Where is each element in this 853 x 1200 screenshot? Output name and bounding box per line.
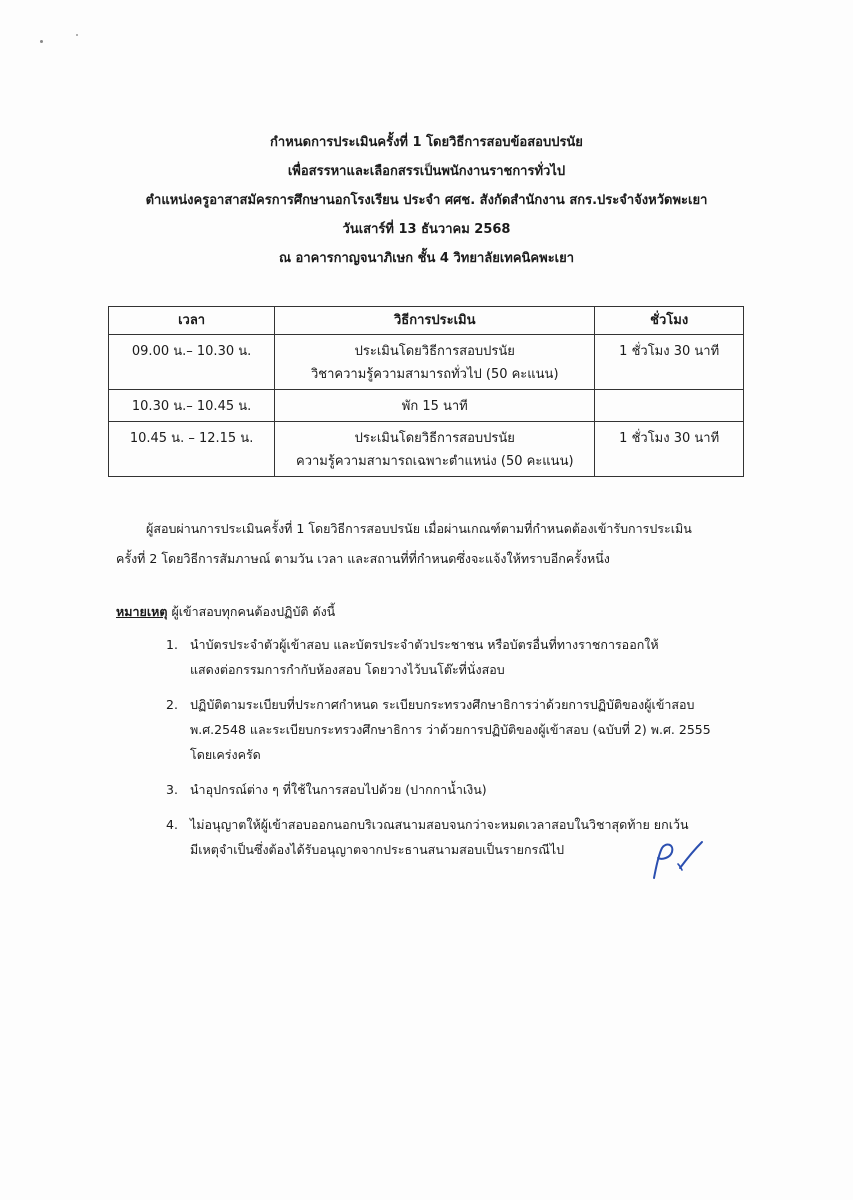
list-number: 2. — [166, 697, 178, 712]
notes-heading — [116, 601, 335, 623]
note-line: ปฏิบัติตามระเบียบที่ประกาศกำหนด ระเบียบกระทรวงศึกษาธิการว่าด้วยการปฏิบัติของผู้เข้าสอบ — [190, 697, 695, 712]
body-paragraph — [116, 514, 744, 574]
handwritten-signature — [648, 838, 708, 882]
note-line: แสดงต่อกรรมการกำกับห้องสอบ โดยวางไว้บนโต๊ะที่นั่งสอบ — [190, 662, 505, 677]
note-line: โดยเคร่งครัด — [190, 747, 261, 762]
cell-duration: 1 ชั่วโมง 30 นาที — [595, 422, 744, 477]
column-header-method: วิธีการประเมิน — [275, 307, 595, 335]
column-header-duration: ชั่วโมง — [595, 307, 744, 335]
signature-stroke — [680, 842, 702, 868]
paragraph-line: ผู้สอบผ่านการประเมินครั้งที่ 1 โดยวิธีการสอบปรนัย เมื่อผ่านเกณฑ์ตามที่กำหนดต้องเข้ารับการประเมิน — [146, 521, 692, 536]
table-header-row — [109, 307, 744, 335]
cell-time: 10.30 น.– 10.45 น. — [109, 390, 275, 422]
header-date: วันเสาร์ที่ 13 ธันวาคม 2568 — [342, 222, 511, 237]
cell-duration: 1 ชั่วโมง 30 นาที — [595, 335, 744, 390]
note-line: นำอุปกรณ์ต่าง ๆ ที่ใช้ในการสอบไปด้วย (ปากกาน้ำเงิน) — [190, 782, 487, 797]
list-number: 1. — [166, 637, 178, 652]
signature-stroke — [654, 845, 672, 878]
cell-method — [275, 390, 595, 422]
cell-method — [275, 335, 595, 390]
note-line: มีเหตุจำเป็นซึ่งต้องได้รับอนุญาตจากประธานสนามสอบเป็นรายกรณีไป — [190, 842, 565, 857]
table-row — [109, 390, 744, 422]
cell-duration — [595, 390, 744, 422]
paragraph-line: ครั้งที่ 2 โดยวิธีการสัมภาษณ์ ตามวัน เวลา และสถานที่ที่กำหนดซึ่งจะแจ้งให้ทราบอีกครั้งหนึ่ง — [116, 551, 610, 566]
column-header-time: เวลา — [109, 307, 275, 335]
method-line: ประเมินโดยวิธีการสอบปรนัย — [354, 431, 515, 446]
header-position: ตำแหน่งครูอาสาสมัครการศึกษานอกโรงเรียน ประจำ ศศช. สังกัดสำนักงาน สกร.ประจำจังหวัดพะเยา — [145, 193, 708, 208]
cell-time: 10.45 น. – 12.15 น. — [109, 422, 275, 477]
notes-list — [166, 632, 756, 872]
list-item — [166, 632, 756, 682]
note-line: ไม่อนุญาตให้ผู้เข้าสอบออกนอกบริเวณสนามสอบจนกว่าจะหมดเวลาสอบในวิชาสุดท้าย ยกเว้น — [190, 817, 689, 832]
list-number: 3. — [166, 782, 178, 797]
method-line: พัก 15 นาที — [401, 399, 468, 414]
list-number: 4. — [166, 817, 178, 832]
scan-speck — [76, 34, 78, 36]
scan-speck — [40, 40, 43, 43]
method-line: วิชาความรู้ความสามารถทั่วไป (50 คะแนน) — [310, 367, 559, 382]
schedule-table — [108, 306, 744, 477]
document-header — [0, 128, 853, 273]
table-row — [109, 335, 744, 390]
header-title: กำหนดการประเมินครั้งที่ 1 โดยวิธีการสอบข้อสอบปรนัย — [270, 135, 583, 150]
notes-intro: ผู้เข้าสอบทุกคนต้องปฏิบัติ ดังนี้ — [171, 604, 336, 619]
note-line: นำบัตรประจำตัวผู้เข้าสอบ และบัตรประจำตัวประชาชน หรือบัตรอื่นที่ทางราชการออกให้ — [190, 637, 659, 652]
notes-title: หมายเหตุ — [116, 604, 168, 619]
header-venue: ณ อาคารกาญจนาภิเษก ชั้น 4 วิทยาลัยเทคนิคพะเยา — [278, 251, 575, 266]
method-line: ประเมินโดยวิธีการสอบปรนัย — [354, 344, 515, 359]
cell-time: 09.00 น.– 10.30 น. — [109, 335, 275, 390]
list-item — [166, 777, 756, 802]
cell-method — [275, 422, 595, 477]
table-row — [109, 422, 744, 477]
note-line: พ.ศ.2548 และระเบียบกระทรวงศึกษาธิการ ว่าด้วยการปฏิบัติของผู้เข้าสอบ (ฉบับที่ 2) พ.ศ. 2555 — [190, 722, 711, 737]
header-subtitle: เพื่อสรรหาและเลือกสรรเป็นพนักงานราชการทั่วไป — [287, 164, 566, 179]
list-item — [166, 692, 756, 767]
method-line: ความรู้ความสามารถเฉพาะตำแหน่ง (50 คะแนน) — [296, 454, 574, 469]
